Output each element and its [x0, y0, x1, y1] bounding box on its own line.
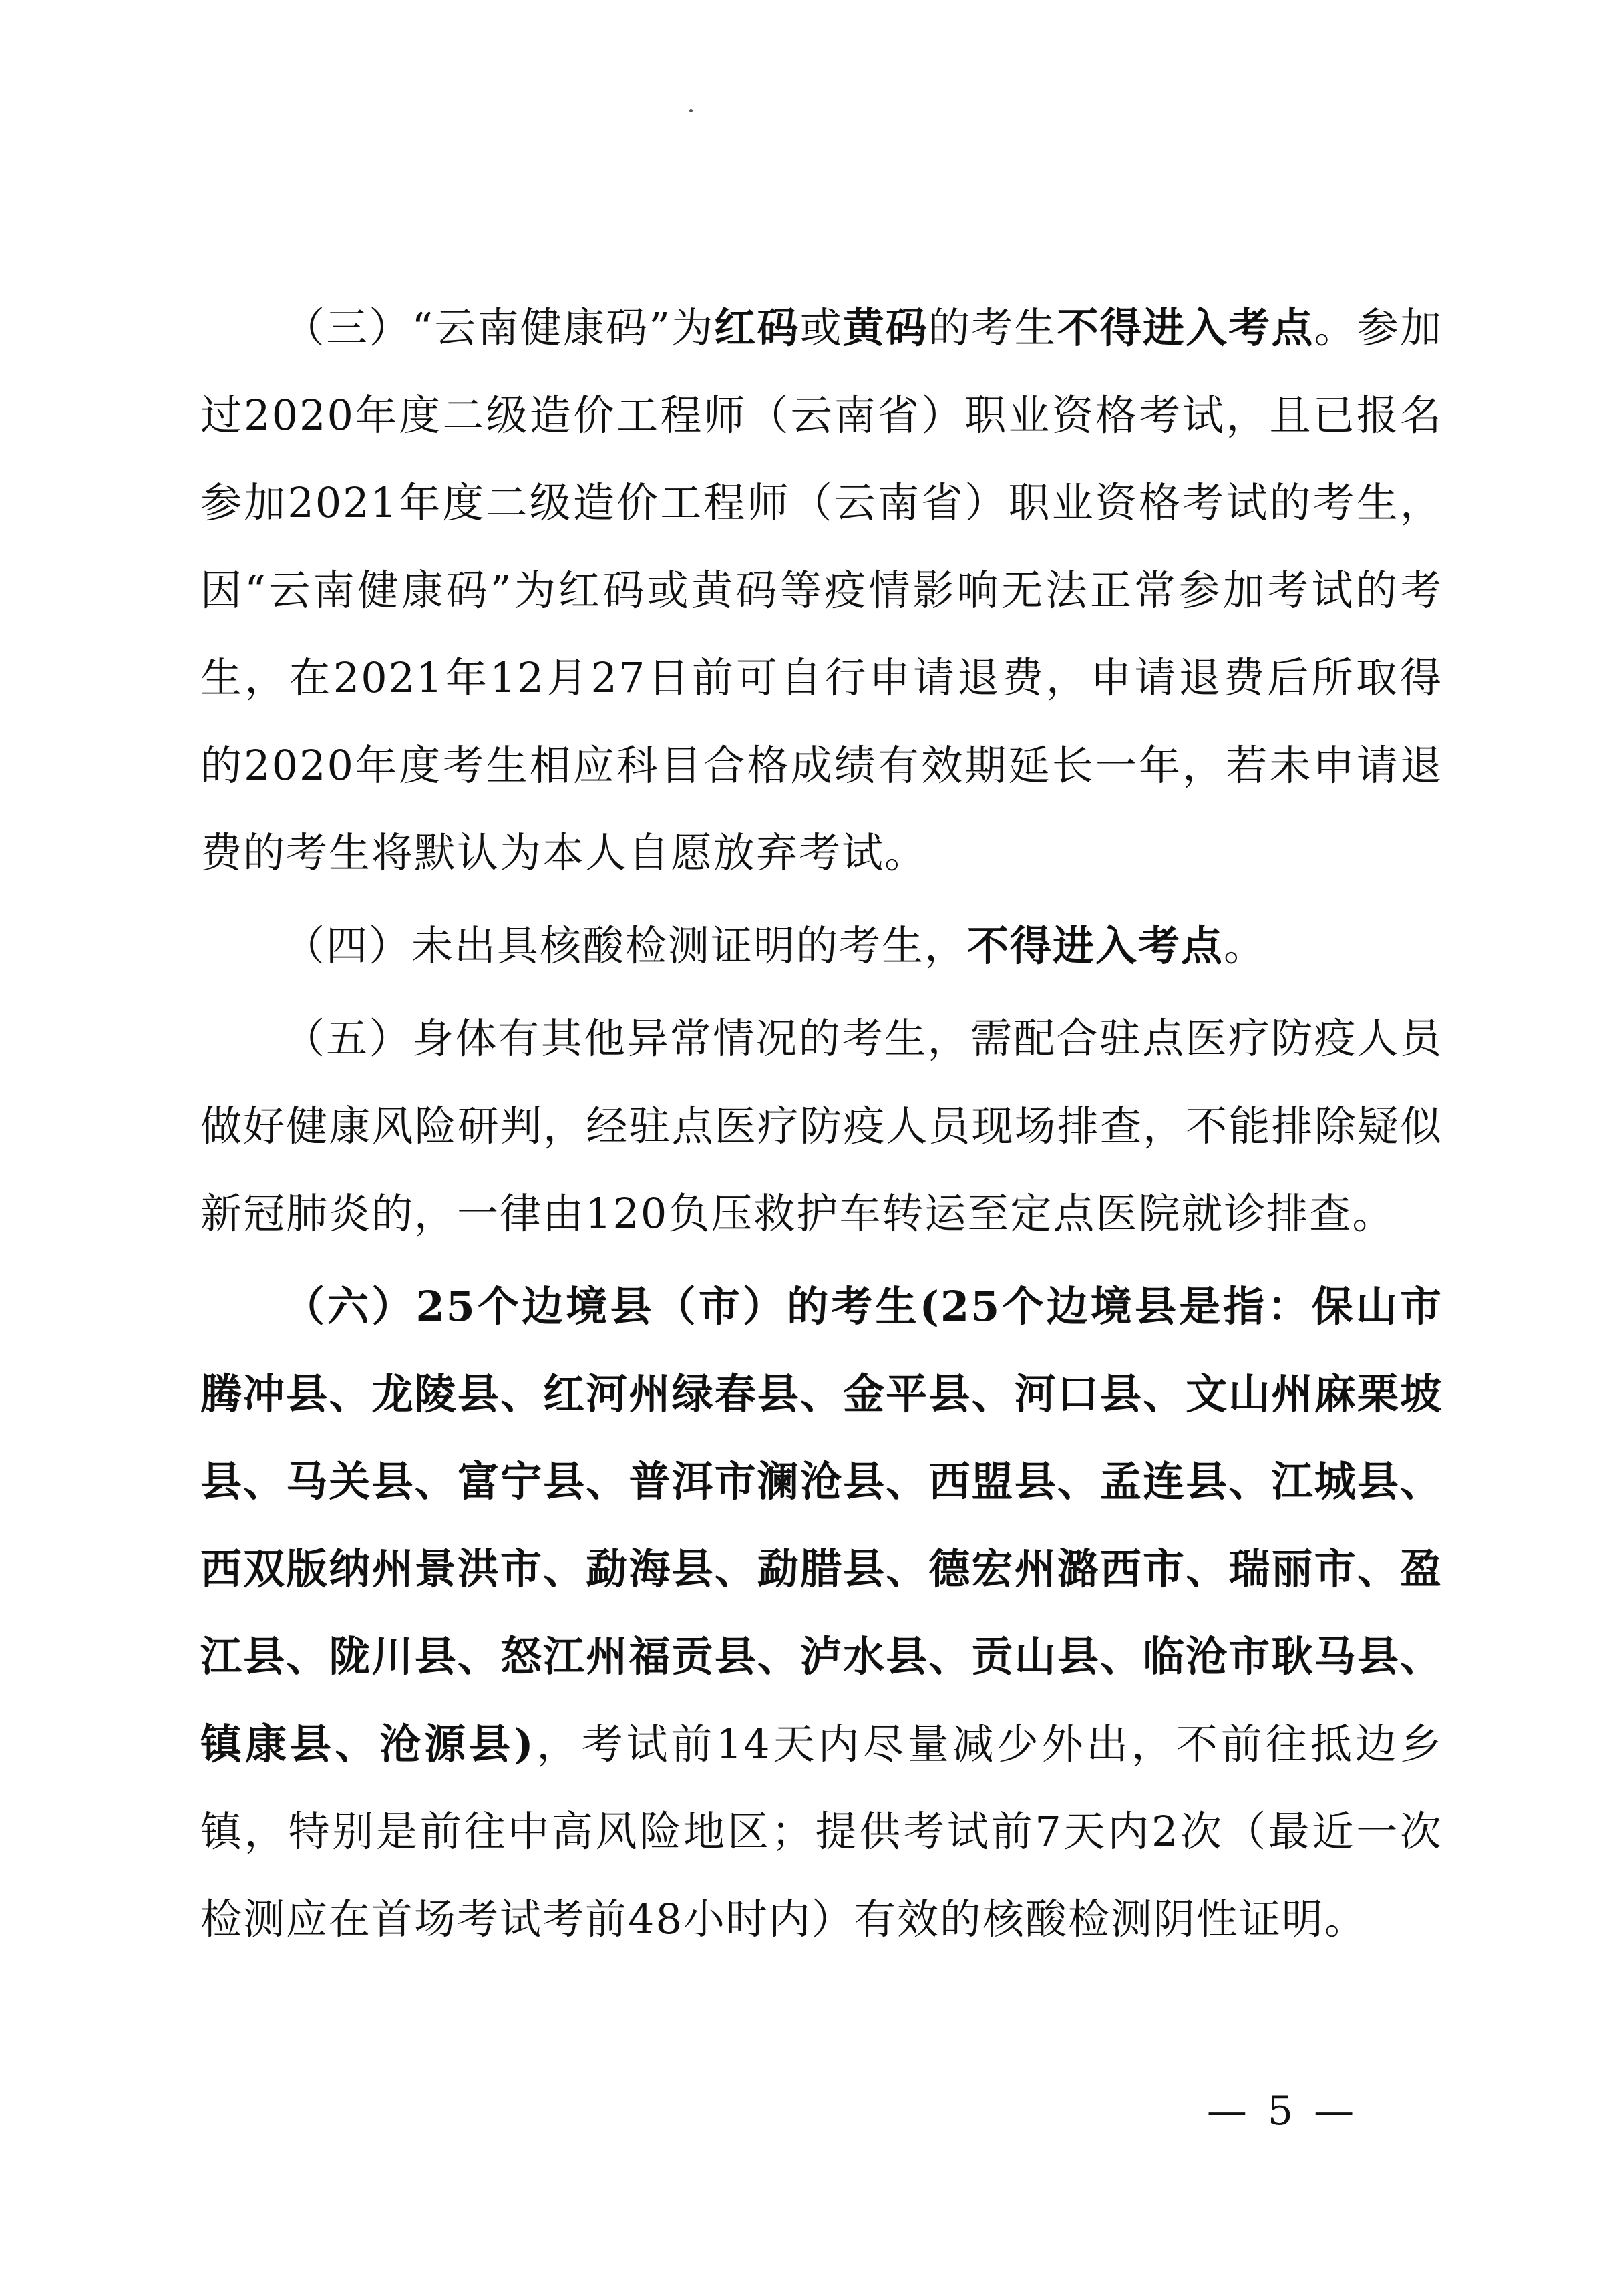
- paragraph-5: [200, 995, 1443, 1257]
- p3-rest: 。参加过2020年度二级造价工程师（云南省）职业资格考试，且已报名参加2021年度二级造价工程师（云南省）职业资格考试的考生，因“云南健康码”为红码或黄码等疫情影响无法正常参加考试的考生，在2021年12月27日前可自行申请退费，申请退费后所取得的2020年度考生相应科目合格成绩有效期延长一年，若未申请退费的考生将默认为本人自愿放弃考试。: [200, 303, 1443, 877]
- p4-end: 。: [1224, 921, 1267, 970]
- p4-text: （四）未出具核酸检测证明的考生，: [283, 921, 968, 970]
- paragraph-3: [200, 284, 1443, 896]
- p6-rest: ，考试前14天内尽量减少外出，不前往抵边乡镇，特别是前往中高风险地区；提供考试前7天内2次（最近一次检测应在首场考试考前48小时内）有效的核酸检测阴性证明。: [200, 1719, 1443, 1943]
- p6-border-counties: （六）25个边境县（市）的考生(25个边境县是指：保山市腾冲县、龙陵县、红河州绿春县、金平县、河口县、文山州麻栗坡县、马关县、富宁县、普洱市澜沧县、西盟县、孟连县、江城县、西双版纳州景洪市、勐海县、勐腊县、德宏州潞西市、瑞丽市、盈江县、陇川县、怒江州福贡县、泸水县、贡山县、临沧市耿马县、镇康县、沧源县): [200, 1282, 1443, 1768]
- p3-red-code: 红码: [714, 303, 800, 352]
- scan-speck: [689, 109, 693, 112]
- p3-mid: 的考生: [928, 303, 1057, 352]
- p4-deny: 不得进入考点: [967, 921, 1224, 970]
- paragraph-4: [200, 902, 1443, 989]
- p3-or: 或: [799, 303, 843, 352]
- page-number: — 5 —: [1206, 2088, 1359, 2134]
- p3-prefix: （三）“云南健康码”为: [283, 303, 715, 352]
- document-body: [200, 284, 1443, 1968]
- paragraph-6: [200, 1263, 1443, 1963]
- p3-yellow-code: 黄码: [842, 303, 929, 352]
- p3-deny: 不得进入考点: [1057, 303, 1314, 352]
- p5-text: （五）身体有其他异常情况的考生，需配合驻点医疗防疫人员做好健康风险研判，经驻点医疗防疫人员现场排查，不能排除疑似新冠肺炎的，一律由120负压救护车转运至定点医院就诊排查。: [200, 1014, 1443, 1238]
